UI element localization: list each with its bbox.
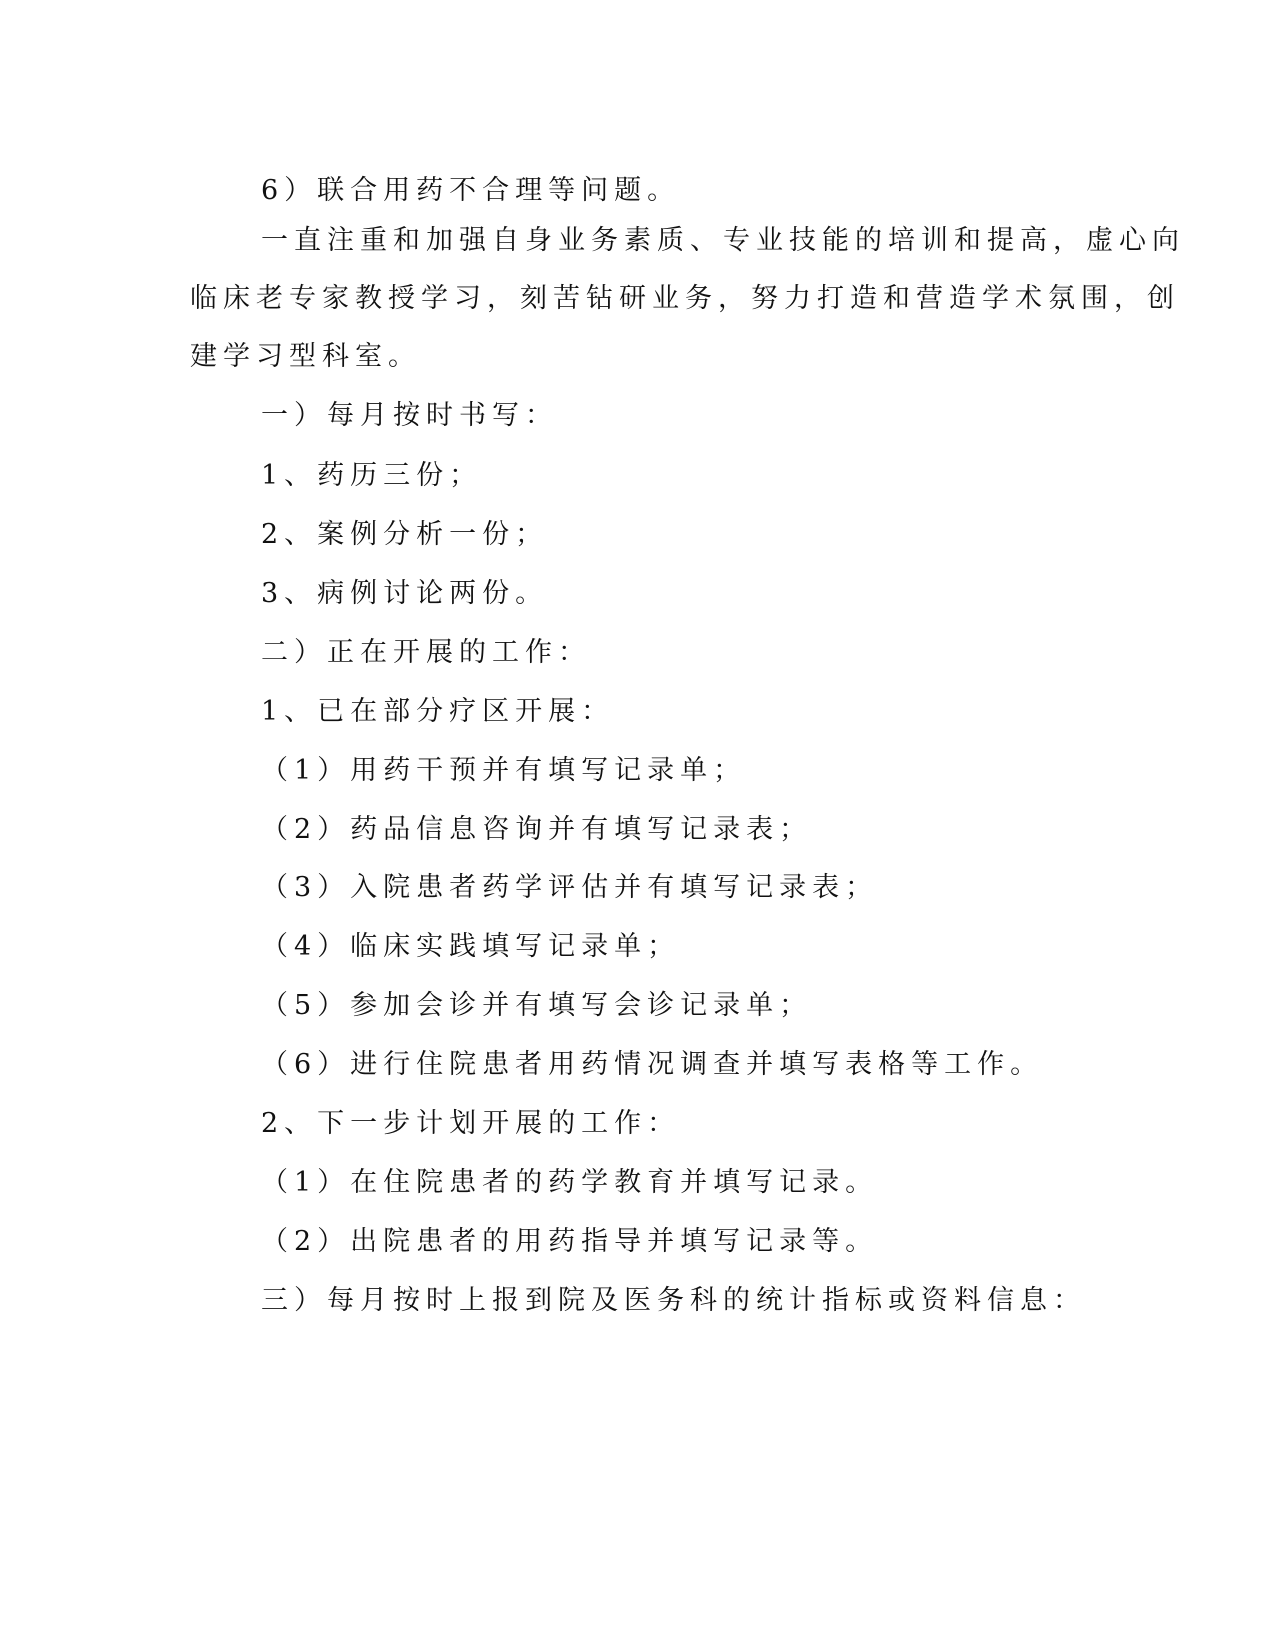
sub-list-item: （1）在住院患者的药学教育并填写记录。 [261, 1167, 879, 1198]
text-line: 6）联合用药不合理等问题。 [261, 175, 681, 206]
sub-list-item: （2）药品信息咨询并有填写记录表； [261, 814, 813, 845]
sub-list-item: （3）入院患者药学评估并有填写记录表； [261, 872, 879, 903]
sub-list-item: （4）临床实践填写记录单； [261, 931, 681, 962]
paragraph-line: 临床老专家教授学习，刻苦钻研业务，努力打造和营造学术氛围，创 [190, 283, 1180, 314]
section-heading: 二）正在开展的工作： [261, 637, 591, 668]
list-item: 3、病例讨论两份。 [261, 578, 549, 609]
list-item: 2、案例分析一份； [261, 519, 549, 550]
list-item: 1、药历三份； [261, 460, 483, 491]
paragraph-line: 建学习型科室。 [190, 341, 421, 372]
sub-list-item: （1）用药干预并有填写记录单； [261, 755, 747, 786]
sub-list-item: （6）进行住院患者用药情况调查并填写表格等工作。 [261, 1049, 1044, 1080]
list-item: 1、已在部分疗区开展： [261, 696, 615, 727]
list-item: 2、下一步计划开展的工作： [261, 1108, 681, 1139]
paragraph-first-line: 一直注重和加强自身业务素质、专业技能的培训和提高，虚心向 [261, 225, 1185, 256]
sub-list-item: （5）参加会诊并有填写会诊记录单； [261, 990, 813, 1021]
sub-list-item: （2）出院患者的用药指导并填写记录等。 [261, 1226, 879, 1257]
section-heading: 一）每月按时书写： [261, 400, 558, 431]
section-heading: 三）每月按时上报到院及医务科的统计指标或资料信息： [261, 1285, 1086, 1316]
